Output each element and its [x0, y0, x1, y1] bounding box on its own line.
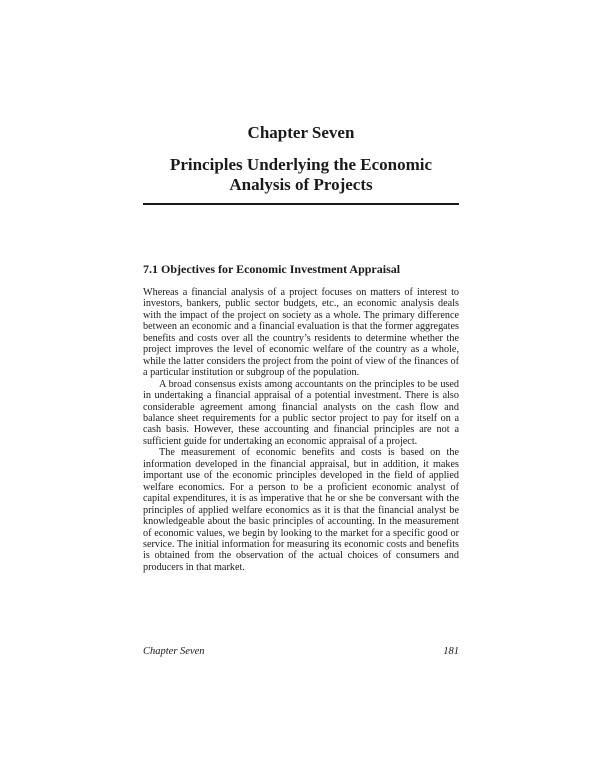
- chapter-title-line-2: Analysis of Projects: [229, 175, 373, 194]
- page-number: 181: [443, 646, 459, 657]
- section-heading: 7.1 Objectives for Economic Investment Appraisal: [143, 262, 401, 276]
- running-footer: Chapter Seven: [143, 646, 205, 657]
- title-divider: [143, 203, 459, 205]
- paragraph-3: The measurement of economic benefits and costs is based on the information developed in the financial appraisal, but in addition, it makes important use of the economic principles developed in the field of applied welfare economics. For a person to be a proficient economic analyst of capital expenditures, it is as imperative that he or she be conversant with the principles of applied welfare economics as it is that the financial analyst be knowledgeable about the basic principles of accounting. In the measurement of economic values, we begin by looking to the market for a specific good or service. The initial information for measuring its economic costs and benefits is obtained from the observation of the actual choices of consumers and producers in that market.: [143, 447, 459, 573]
- book-page: [143, 0, 459, 776]
- chapter-title-line-1: Principles Underlying the Economic: [169, 155, 433, 174]
- body-text: [143, 287, 459, 573]
- paragraph-2: A broad consensus exists among accountants on the principles to be used in undertaking a financial appraisal of a potential investment. There is also considerable agreement among financial analysts on the cash flow and balance sheet requirements for a public sector project to pay for itself on a cash basis. However, these accounting and financial principles are not a sufficient guide for undertaking an economic appraisal of a project.: [143, 378, 459, 447]
- paragraph-1: Whereas a financial analysis of a project focuses on matters of interest to investors, bankers, public sector budgets, etc., an economic analysis deals with the impact of the project on society as a whole. The primary difference between an economic and a financial evaluation is that the former aggregates benefits and costs over all the country’s residents to determine whether the project improves the level of economic welfare of the country as a whole, while the latter considers the project from the point of view of the finances of a particular institution or subgroup of the population.: [143, 287, 459, 379]
- chapter-label: Chapter Seven: [247, 123, 355, 142]
- chapter-title: [143, 155, 459, 195]
